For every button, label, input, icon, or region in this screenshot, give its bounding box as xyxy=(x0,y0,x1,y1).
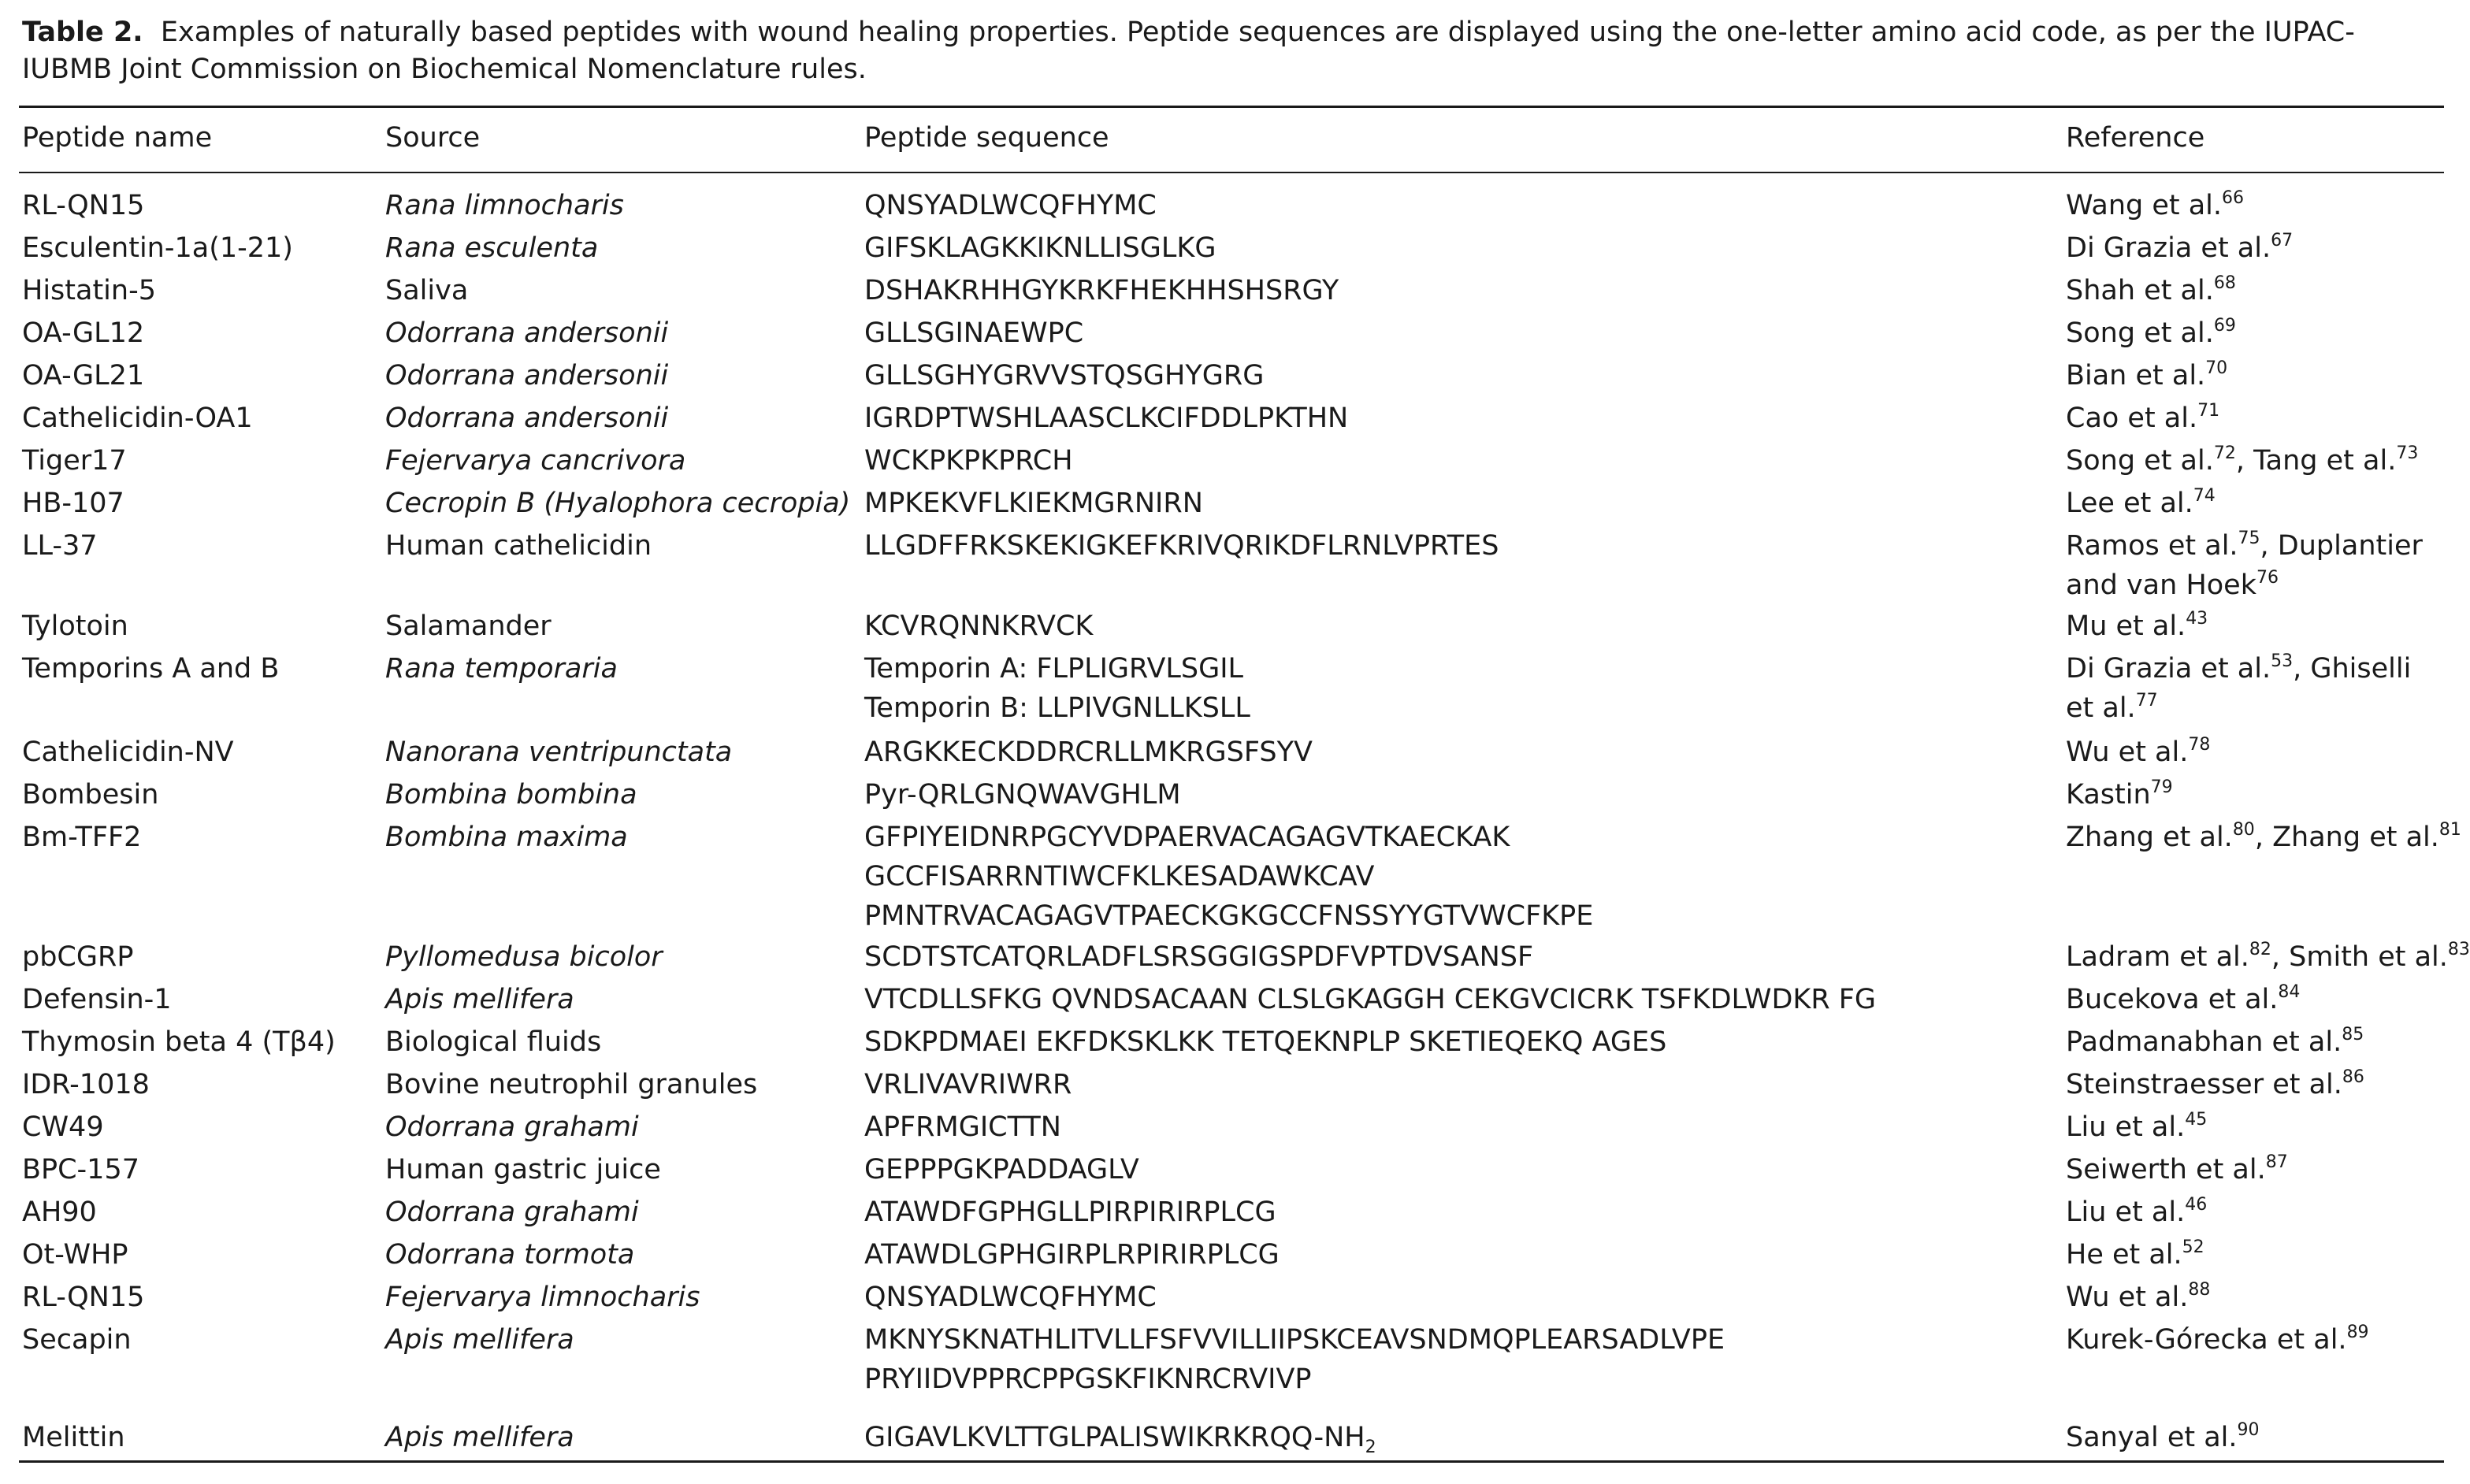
reference xyxy=(2066,484,2216,523)
peptide-name: Tylotoin xyxy=(22,610,128,642)
peptide-name: Bombesin xyxy=(22,779,159,811)
reference-text: Wang et al. xyxy=(2066,190,2223,221)
peptide-sequence xyxy=(864,1278,1157,1317)
reference-text: Song et al. xyxy=(2066,445,2214,477)
reference-line xyxy=(2066,937,2470,977)
reference xyxy=(2066,818,2461,857)
reference-text: He et al. xyxy=(2066,1239,2182,1271)
sequence-line: QNSYADLWCQFHYMC xyxy=(864,190,1157,221)
reference xyxy=(2066,399,2219,438)
source: Bombina bombina xyxy=(385,779,637,811)
sequence-line: PMNTRVACAGAGVTPAECKGKGCCFNSSYYGTVWCFKPE xyxy=(864,900,1594,932)
peptide-name: Tiger17 xyxy=(22,445,127,477)
reference-line xyxy=(2066,733,2210,772)
peptide-sequence xyxy=(864,228,1216,268)
peptide-sequence xyxy=(864,607,1093,646)
reference-line xyxy=(2066,649,2411,688)
peptide-name: Thymosin beta 4 (Tβ4) xyxy=(22,1026,336,1058)
citation-number: 67 xyxy=(2271,231,2294,250)
reference xyxy=(2066,1320,2369,1360)
citation-number: 45 xyxy=(2185,1110,2208,1130)
reference-text: Seiwerth et al. xyxy=(2066,1154,2266,1185)
reference xyxy=(2066,775,2173,814)
citation-number: 90 xyxy=(2237,1420,2260,1440)
sequence-line: GIGAVLKVLTTGLPALISWIKRKRQQ-$NH_2$ xyxy=(864,1422,1376,1457)
reference-line xyxy=(2066,1150,2288,1189)
peptide-name: LL-37 xyxy=(22,530,98,562)
bottom-rule xyxy=(19,1460,2444,1463)
source: Pyllomedusa bicolor xyxy=(385,941,663,973)
source: Saliva xyxy=(385,275,469,306)
citation-number: 73 xyxy=(2396,443,2419,463)
peptide-sequence xyxy=(864,775,1181,814)
source: Odorrana grahami xyxy=(385,1111,639,1143)
citation-number: 84 xyxy=(2278,982,2301,1002)
citation-number: 78 xyxy=(2188,735,2211,755)
citation-number: 69 xyxy=(2213,316,2236,336)
reference-text: Ramos et al. xyxy=(2066,530,2238,562)
citation-number: 71 xyxy=(2197,401,2220,421)
sequence-line: ARGKKECKDDRCRLLMKRGSFSYV xyxy=(864,736,1313,768)
source: Odorrana tormota xyxy=(385,1239,635,1271)
reference-line xyxy=(2066,980,2300,1019)
reference xyxy=(2066,1022,2364,1062)
peptide-sequence xyxy=(864,1107,1061,1147)
sequence-line: SCDTSTCATQRLADFLSRSGGIGSPDFVPTDVSANSF xyxy=(864,941,1534,973)
peptide-name: RL-QN15 xyxy=(22,190,145,221)
peptide-sequence xyxy=(864,818,1593,936)
sequence-line: Temporin A: FLPLIGRVLSGIL xyxy=(864,653,1244,684)
reference xyxy=(2066,356,2227,395)
sequence-line: MKNYSKNATHLITVLLFSFVVILLIIPSKCEAVSNDMQPLEARSADLVPE xyxy=(864,1324,1725,1356)
source: Fejervarya cancrivora xyxy=(385,445,686,477)
reference-text: Padmanabhan et al. xyxy=(2066,1026,2342,1058)
reference xyxy=(2066,1278,2210,1317)
citation-number: 80 xyxy=(2232,820,2255,840)
reference xyxy=(2066,441,2418,480)
reference-line xyxy=(2066,313,2236,353)
reference xyxy=(2066,733,2210,772)
source: Apis mellifera xyxy=(385,1324,574,1356)
top-rule xyxy=(19,106,2444,108)
citation-number: 53 xyxy=(2271,651,2294,671)
peptide-sequence xyxy=(864,1065,1072,1104)
sequence-line: VTCDLLSFKG QVNDSACAAN CLSLGKAGGH CEKGVCICRK TSFKDLWDKR FG xyxy=(864,984,1877,1015)
citation-number: 85 xyxy=(2342,1025,2364,1044)
reference-line xyxy=(2066,1193,2207,1232)
header-rule xyxy=(19,172,2444,173)
reference-line xyxy=(2066,607,2208,646)
source: Apis mellifera xyxy=(385,984,574,1015)
reference xyxy=(2066,1065,2364,1104)
peptide-sequence xyxy=(864,441,1073,480)
peptide-sequence xyxy=(864,356,1264,395)
reference xyxy=(2066,1235,2204,1274)
reference-text: Sanyal et al. xyxy=(2066,1422,2238,1453)
reference-text: Wu et al. xyxy=(2066,736,2189,768)
peptide-name: Bm-TFF2 xyxy=(22,822,142,853)
sequence-line: WCKPKPKPRCH xyxy=(864,445,1073,477)
peptide-name: Temporins A and B xyxy=(22,653,280,684)
reference-line xyxy=(2066,356,2227,395)
reference-line xyxy=(2066,526,2423,566)
reference-text: Bian et al. xyxy=(2066,360,2206,391)
source: Cecropin B (Hyalophora cecropia) xyxy=(385,488,851,519)
reference-text: Steinstraesser et al. xyxy=(2066,1069,2342,1100)
subscript: 2 xyxy=(1365,1438,1376,1457)
reference-text: Di Grazia et al. xyxy=(2066,653,2271,684)
peptide-name: HB-107 xyxy=(22,488,124,519)
peptide-sequence xyxy=(864,1022,1666,1062)
peptide-sequence xyxy=(864,484,1203,523)
reference xyxy=(2066,1418,2260,1457)
reference-line xyxy=(2066,1320,2369,1360)
source: Human gastric juice xyxy=(385,1154,661,1185)
header-reference: Reference xyxy=(2066,122,2205,154)
peptide-sequence xyxy=(864,1418,1376,1457)
sequence-line: SDKPDMAEI EKFDKSKLKK TETQEKNPLP SKETIEQEKQ AGES xyxy=(864,1026,1667,1058)
peptide-name: pbCGRP xyxy=(22,941,134,973)
peptide-name: Histatin-5 xyxy=(22,275,156,306)
sequence-line: KCVRQNNKRVCK xyxy=(864,610,1094,642)
peptide-sequence xyxy=(864,649,1250,728)
sequence-line: MPKEKVFLKIEKMGRNIRN xyxy=(864,488,1203,519)
citation-number: 68 xyxy=(2213,273,2236,293)
citation-number: 86 xyxy=(2342,1067,2364,1087)
reference-line xyxy=(2066,775,2173,814)
sequence-line: GLLSGHYGRVVSTQSGHYGRG xyxy=(864,360,1265,391)
reference-line xyxy=(2066,228,2293,268)
reference xyxy=(2066,228,2293,268)
reference-text: et al. xyxy=(2066,692,2136,724)
reference-line xyxy=(2066,399,2219,438)
reference-text: Di Grazia et al. xyxy=(2066,232,2271,264)
reference-line xyxy=(2066,484,2216,523)
peptide-sequence xyxy=(864,313,1083,353)
peptide-name: RL-QN15 xyxy=(22,1282,145,1313)
reference-text: , Duplantier xyxy=(2260,530,2423,562)
reference-text: Shah et al. xyxy=(2066,275,2214,306)
reference-text: , Ghiselli xyxy=(2293,653,2412,684)
sequence-line: PRYIIDVPPRCPPGSKFIKNRCRVIVP xyxy=(864,1363,1312,1395)
reference xyxy=(2066,1107,2207,1147)
reference xyxy=(2066,1193,2207,1232)
sequence-line: ATAWDLGPHGIRPLRPIRIRPLCG xyxy=(864,1239,1280,1271)
source: Biological fluids xyxy=(385,1026,602,1058)
reference-text: Ladram et al. xyxy=(2066,941,2249,973)
source: Human cathelicidin xyxy=(385,530,652,562)
citation-number: 77 xyxy=(2135,691,2158,710)
sequence-line: GCCFISARRNTIWCFKLKESADAWKCAV xyxy=(864,861,1375,892)
sequence-line: Temporin B: LLPIVGNLLKSLL xyxy=(864,692,1250,724)
reference xyxy=(2066,186,2244,225)
reference xyxy=(2066,271,2236,310)
header-source: Source xyxy=(385,122,481,154)
reference-text: , Smith et al. xyxy=(2271,941,2448,973)
reference-text: Kastin xyxy=(2066,779,2151,811)
source: Odorrana grahami xyxy=(385,1196,639,1228)
caption-text: Examples of naturally based peptides with wound healing properties. Peptide sequences are displayed using the one-letter amino acid code, as per the IUPAC-IUBMB Joint Commission on Biochemical Nomenclature rules. xyxy=(22,17,2355,85)
reference xyxy=(2066,607,2208,646)
reference-text: Zhang et al. xyxy=(2066,822,2233,853)
source: Odorrana andersonii xyxy=(385,317,669,349)
citation-number: 52 xyxy=(2182,1237,2204,1257)
citation-number: 76 xyxy=(2256,568,2279,588)
sequence-line: LLGDFFRKSKEKIGKEFKRIVQRIKDFLRNLVPRTES xyxy=(864,530,1499,562)
header-peptide-name: Peptide name xyxy=(22,122,213,154)
sequence-line: GEPPPGKPADDAGLV xyxy=(864,1154,1139,1185)
peptide-sequence xyxy=(864,1320,1725,1399)
reference-text: and van Hoek xyxy=(2066,569,2256,601)
source: Bombina maxima xyxy=(385,822,628,853)
reference-text: , Tang et al. xyxy=(2235,445,2397,477)
sequence-line: GIFSKLAGKKIKNLLISGLKG xyxy=(864,232,1216,264)
reference-line xyxy=(2066,186,2244,225)
citation-number: 70 xyxy=(2205,358,2228,378)
sequence-line: QNSYADLWCQFHYMC xyxy=(864,1282,1157,1313)
citation-number: 66 xyxy=(2222,188,2245,208)
reference-text: Bucekova et al. xyxy=(2066,984,2279,1015)
citation-number: 74 xyxy=(2193,486,2216,506)
reference-text: Wu et al. xyxy=(2066,1282,2189,1313)
reference xyxy=(2066,526,2423,605)
reference-line xyxy=(2066,1418,2260,1457)
sequence-line: DSHAKRHHGYKRKFHEKHHSHSRGY xyxy=(864,275,1339,306)
reference xyxy=(2066,313,2236,353)
source: Nanorana ventripunctata xyxy=(385,736,733,768)
reference-line xyxy=(2066,688,2411,728)
peptide-name: OA-GL21 xyxy=(22,360,145,391)
citation-number: 79 xyxy=(2150,777,2173,797)
sequence-line: VRLIVAVRIWRR xyxy=(864,1069,1072,1100)
peptide-name: Ot-WHP xyxy=(22,1239,128,1271)
peptide-name: Melittin xyxy=(22,1422,125,1453)
peptide-name: OA-GL12 xyxy=(22,317,145,349)
source: Rana temporaria xyxy=(385,653,618,684)
peptide-sequence xyxy=(864,937,1533,977)
peptide-name: Cathelicidin-OA1 xyxy=(22,403,253,434)
source: Odorrana andersonii xyxy=(385,360,669,391)
source: Fejervarya limnocharis xyxy=(385,1282,700,1313)
peptide-sequence xyxy=(864,980,1876,1019)
sequence-line: GFPIYEIDNRPGCYVDPAERVACAGAGVTKAECKAK xyxy=(864,822,1510,853)
citation-number: 87 xyxy=(2265,1152,2288,1172)
peptide-sequence xyxy=(864,186,1157,225)
reference-text: Kurek-Górecka et al. xyxy=(2066,1324,2347,1356)
peptide-name: Cathelicidin-NV xyxy=(22,736,234,768)
sequence-line: GLLSGINAEWPC xyxy=(864,317,1084,349)
reference-line xyxy=(2066,566,2423,605)
reference xyxy=(2066,937,2470,977)
table-caption xyxy=(22,14,2433,88)
header-peptide-sequence: Peptide sequence xyxy=(864,122,1109,154)
source: Salamander xyxy=(385,610,552,642)
peptide-sequence xyxy=(864,1150,1139,1189)
citation-number: 83 xyxy=(2447,940,2470,959)
citation-number: 89 xyxy=(2346,1323,2369,1342)
reference-text: Lee et al. xyxy=(2066,488,2193,519)
reference-line xyxy=(2066,1235,2204,1274)
reference-line xyxy=(2066,818,2461,857)
citation-number: 82 xyxy=(2249,940,2271,959)
reference-line xyxy=(2066,1022,2364,1062)
source: Bovine neutrophil granules xyxy=(385,1069,758,1100)
peptide-sequence xyxy=(864,399,1348,438)
reference-text: Cao et al. xyxy=(2066,403,2198,434)
reference-text: , Zhang et al. xyxy=(2254,822,2439,853)
peptide-sequence xyxy=(864,1235,1280,1274)
reference xyxy=(2066,649,2411,728)
reference xyxy=(2066,980,2300,1019)
peptide-sequence xyxy=(864,1193,1276,1232)
peptide-name: Esculentin-1a(1-21) xyxy=(22,232,293,264)
reference-text: Liu et al. xyxy=(2066,1111,2186,1143)
peptide-name: Defensin-1 xyxy=(22,984,172,1015)
reference-line xyxy=(2066,1107,2207,1147)
sequence-line: APFRMGICTTN xyxy=(864,1111,1061,1143)
citation-number: 46 xyxy=(2185,1195,2208,1215)
reference-line xyxy=(2066,441,2418,480)
citation-number: 75 xyxy=(2238,529,2260,548)
reference-line xyxy=(2066,1278,2210,1317)
reference-text: Song et al. xyxy=(2066,317,2214,349)
peptide-sequence xyxy=(864,271,1339,310)
reference-text: Mu et al. xyxy=(2066,610,2186,642)
source: Odorrana andersonii xyxy=(385,403,669,434)
reference-text: Liu et al. xyxy=(2066,1196,2186,1228)
sequence-line: ATAWDFGPHGLLPIRPIRIRPLCG xyxy=(864,1196,1276,1228)
peptide-name: BPC-157 xyxy=(22,1154,139,1185)
reference xyxy=(2066,1150,2288,1189)
citation-number: 88 xyxy=(2188,1280,2211,1300)
citation-number: 72 xyxy=(2213,443,2236,463)
source: Rana limnocharis xyxy=(385,190,624,221)
table-label: Table 2. xyxy=(22,17,143,48)
peptide-name: IDR-1018 xyxy=(22,1069,150,1100)
peptide-name: Secapin xyxy=(22,1324,132,1356)
peptide-sequence xyxy=(864,733,1313,772)
peptide-name: CW49 xyxy=(22,1111,104,1143)
peptide-name: AH90 xyxy=(22,1196,97,1228)
reference-line xyxy=(2066,271,2236,310)
reference-line xyxy=(2066,1065,2364,1104)
source: Rana esculenta xyxy=(385,232,599,264)
sequence-line: Pyr-QRLGNQWAVGHLM xyxy=(864,779,1181,811)
peptide-sequence xyxy=(864,526,1499,566)
source: Apis mellifera xyxy=(385,1422,574,1453)
sequence-line: IGRDPTWSHLAASCLKCIFDDLPKTHN xyxy=(864,403,1349,434)
citation-number: 81 xyxy=(2438,820,2461,840)
citation-number: 43 xyxy=(2186,609,2208,629)
